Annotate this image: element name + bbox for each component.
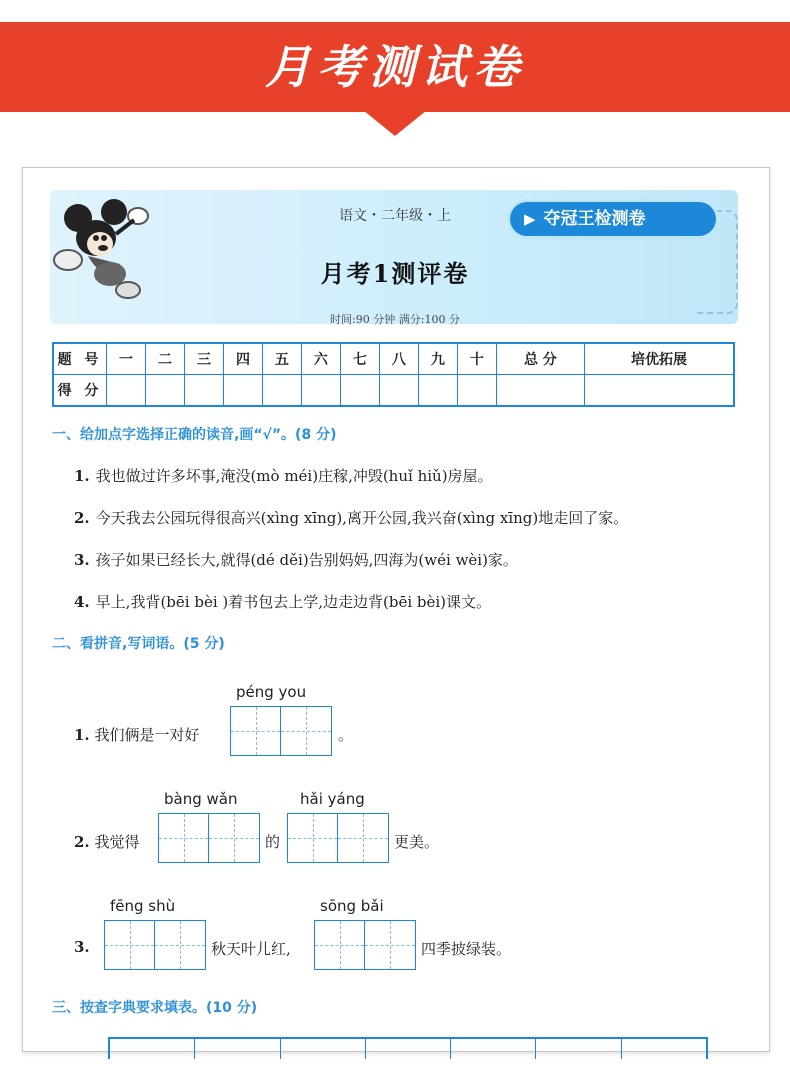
score-cell[interactable] [107,375,146,407]
question-number: 1. [74,726,90,744]
question-2-3-mid: 秋天叶儿红, [211,940,291,958]
score-col-extra: 培优拓展 [584,343,734,375]
question-text: 我们俩是一对好 [94,726,200,744]
question-text: 今天我去公园玩得很高兴(xìng xīng),离开公园,我兴奋(xìng xīng)地走回了家。 [95,509,629,527]
question-number: 3. [74,551,90,569]
section-3-title: 三、按查字典要求填表。(10 分) [52,1000,258,1016]
series-badge [510,202,716,236]
question-number: 1. [74,467,90,485]
score-value-row [53,375,734,407]
play-arrow-icon: ▶ [524,210,536,228]
question-2-2 [74,831,139,852]
table-column [195,1039,280,1059]
score-cell[interactable] [418,375,457,407]
section-1-title: 一、给加点字选择正确的读音,画“√”。(8 分) [52,427,337,443]
question-1-4 [74,591,491,612]
exam-title: 月考1测评卷 [320,259,470,288]
write-grid-feng-shu[interactable] [104,920,206,970]
question-number: 3. [74,938,90,956]
grid-cell[interactable] [365,921,415,969]
table-column [110,1039,195,1059]
question-2-3-end: 四季披绿装。 [421,940,512,958]
question-2-1 [74,724,199,745]
score-cell[interactable] [301,375,340,407]
table-column [281,1039,366,1059]
pinyin-bang-wan: bàng wǎn [164,790,238,808]
grid-cell[interactable] [338,814,388,862]
badge-label: 夺冠王检测卷 [543,209,646,229]
table-column [366,1039,451,1059]
grid-cell[interactable] [288,814,338,862]
score-cell[interactable] [262,375,301,407]
score-cell[interactable] [584,375,734,407]
dictionary-table [108,1037,708,1059]
table-column [451,1039,536,1059]
score-cell[interactable] [379,375,418,407]
banner-title: 月考测试卷 [265,40,525,94]
score-col-7: 七 [340,343,379,375]
score-col-9: 九 [418,343,457,375]
score-col-4: 四 [223,343,262,375]
score-col-2: 二 [145,343,184,375]
grid-cell[interactable] [281,707,331,755]
section-2-title: 二、看拼音,写词语。(5 分) [52,636,225,652]
score-cell[interactable] [145,375,184,407]
score-table [52,342,735,407]
score-cell[interactable] [223,375,262,407]
score-col-total: 总 分 [496,343,584,375]
score-cell[interactable] [340,375,379,407]
subject-label: 语文・二年级・上 [339,208,451,224]
score-col-1: 一 [107,343,146,375]
score-col-5: 五 [262,343,301,375]
score-cell[interactable] [184,375,223,407]
write-grid-peng-you[interactable] [230,706,332,756]
score-col-8: 八 [379,343,418,375]
question-number: 2. [74,833,90,851]
table-column [536,1039,621,1059]
score-col-3: 三 [184,343,223,375]
question-1-2 [74,507,628,528]
score-col-6: 六 [301,343,340,375]
exam-meta: 时间:90 分钟 满分:100 分 [330,313,460,326]
grid-cell[interactable] [209,814,259,862]
grid-cell[interactable] [155,921,205,969]
write-grid-song-bai[interactable] [314,920,416,970]
grid-cell[interactable] [231,707,281,755]
score-header-row [53,343,734,375]
score-cell[interactable] [496,375,584,407]
pinyin-song-bai: sōng bǎi [320,897,384,915]
question-text: 我也做过许多坏事,淹没(mò méi)庄稼,冲毁(huǐ hiǔ)房屋。 [95,467,493,485]
table-column [622,1039,706,1059]
question-2-1-end: 。 [338,726,354,744]
write-grid-hai-yang[interactable] [287,813,389,863]
grid-cell[interactable] [159,814,209,862]
question-1-3 [74,549,518,570]
grid-cell[interactable] [105,921,155,969]
question-2-3 [74,938,90,956]
banner-notch [363,110,427,136]
row-label-score: 得 分 [53,375,107,407]
score-cell[interactable] [457,375,496,407]
question-1-1 [74,465,493,486]
pinyin-hai-yang: hǎi yáng [300,790,365,808]
question-text: 孩子如果已经长大,就得(dé děi)告别妈妈,四海为(wéi wèi)家。 [95,551,518,569]
question-number: 2. [74,509,90,527]
write-grid-bang-wan[interactable] [158,813,260,863]
pinyin-peng-you: péng you [236,683,307,701]
question-2-2-mid: 的 [265,833,281,851]
question-number: 4. [74,593,90,611]
grid-cell[interactable] [315,921,365,969]
question-text: 我觉得 [94,833,140,851]
question-2-2-end: 更美。 [394,833,440,851]
pinyin-feng-shu: fēng shù [110,897,176,915]
question-text: 早上,我背(bēi bèi )着书包去上学,边走边背(bēi bèi)课文。 [95,593,492,611]
row-label-question: 题 号 [53,343,107,375]
score-col-10: 十 [457,343,496,375]
